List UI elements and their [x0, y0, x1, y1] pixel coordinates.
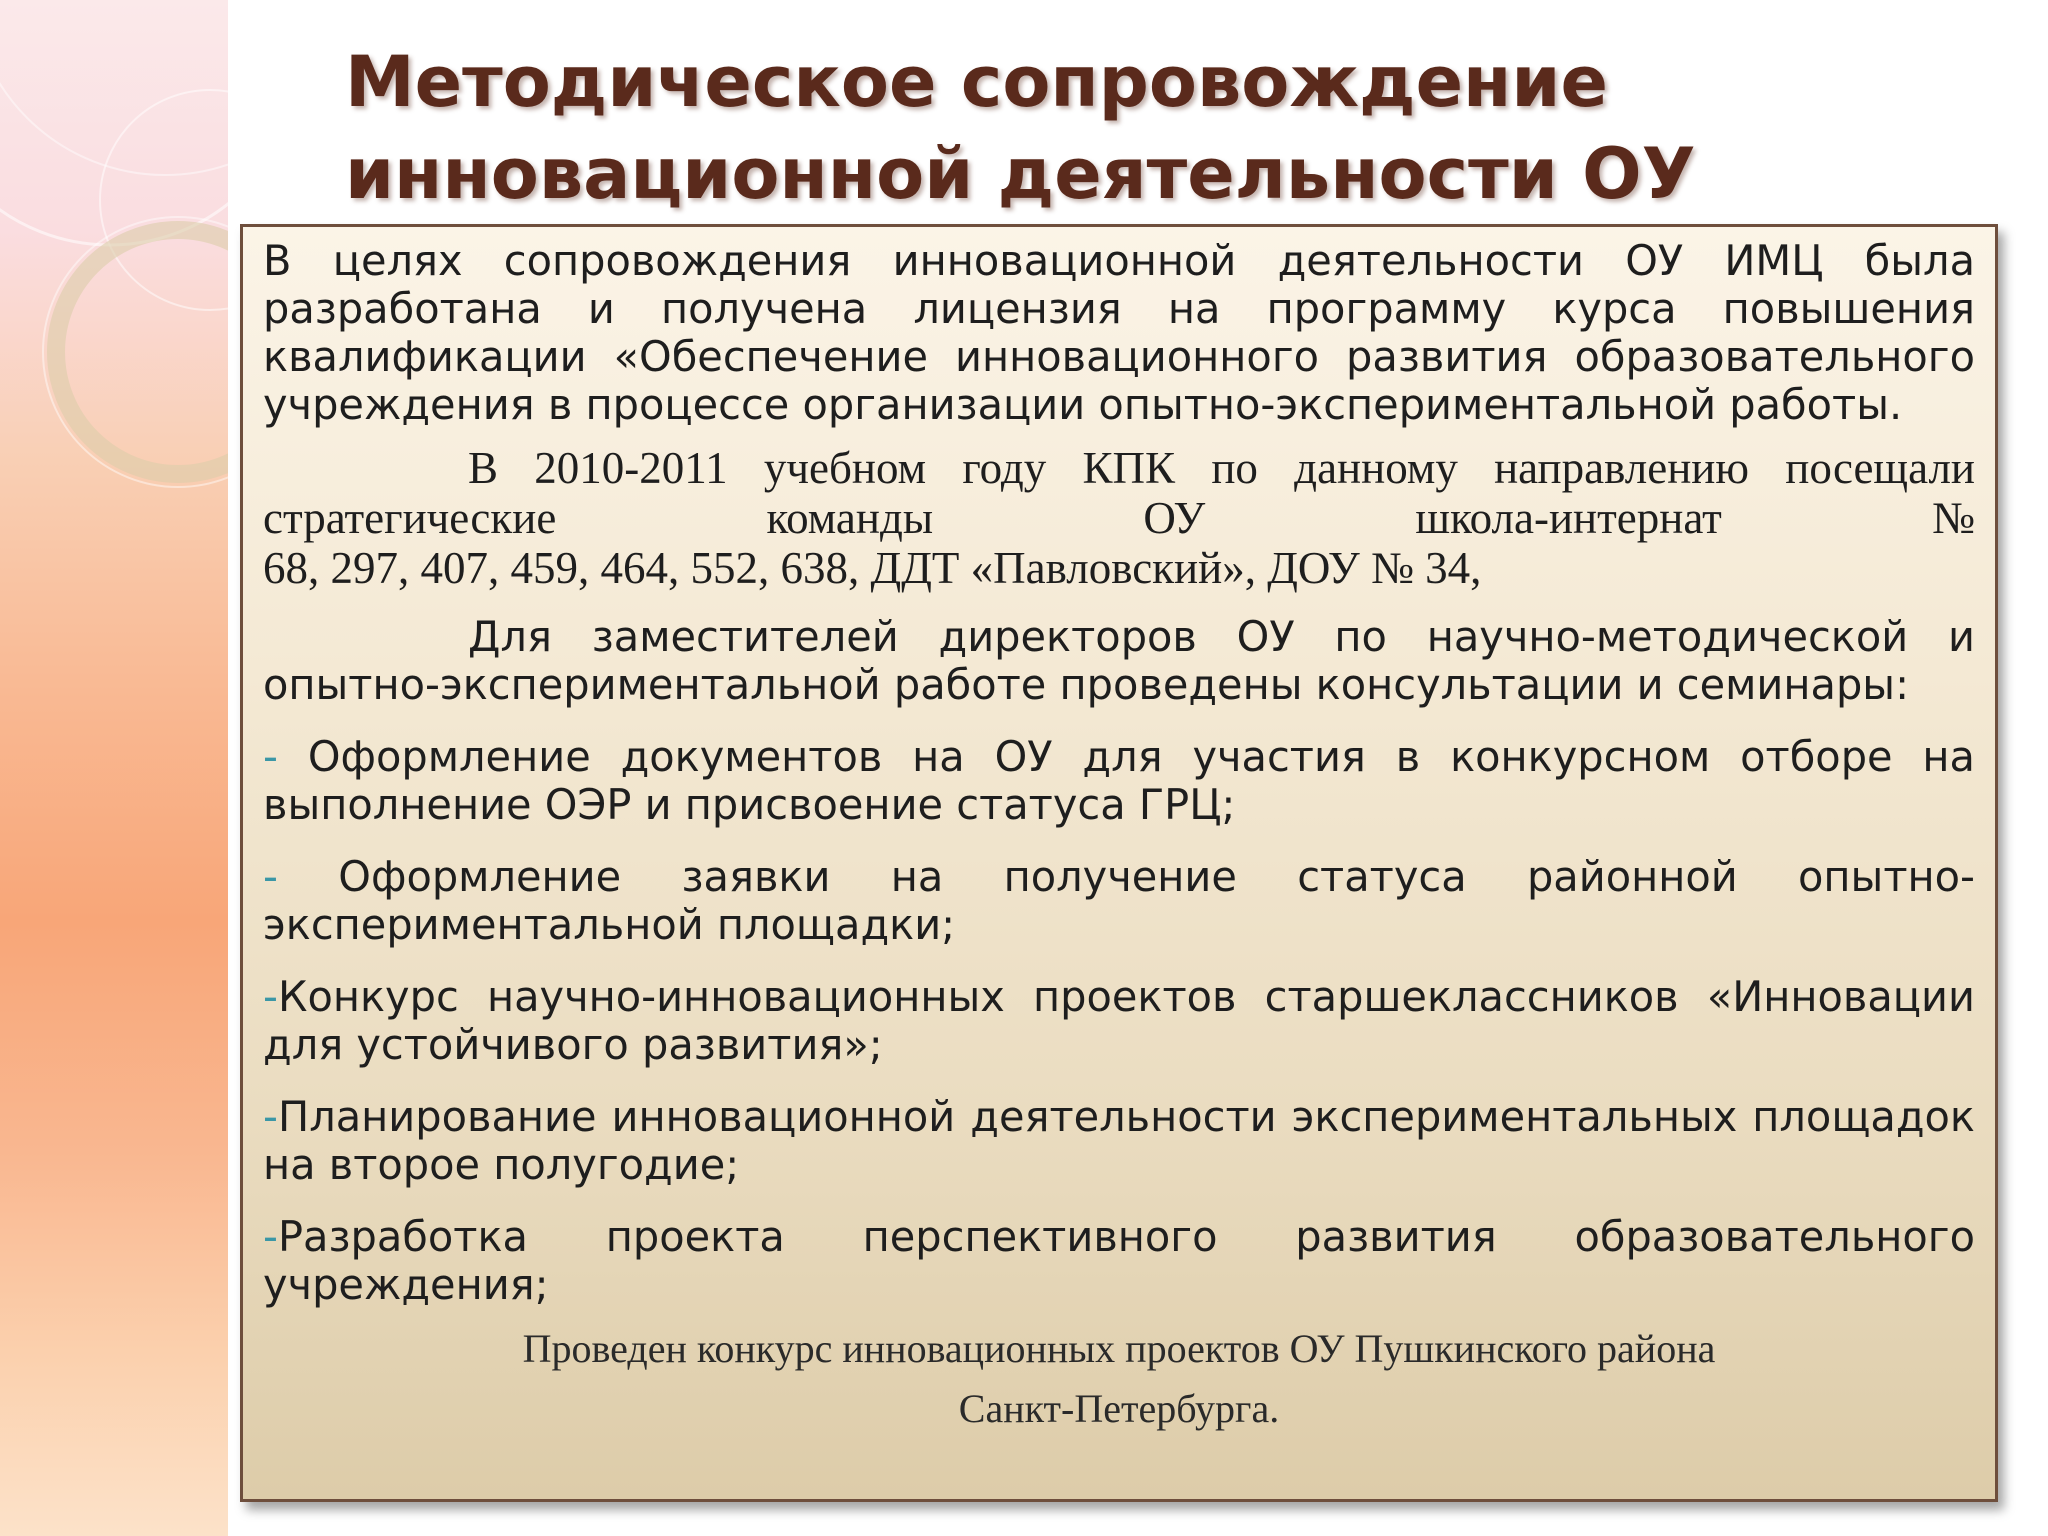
- courses-line-2: стратегические команды ОУ школа-интернат №: [263, 493, 1975, 543]
- closing-line-1: Проведен конкурс инновационных проектов ОУ Пушкинского района: [522, 1326, 1716, 1371]
- courses-line-1: В 2010-2011 учебном году КПК по данному направлению посещали: [468, 443, 1975, 493]
- list-item-text: Оформление заявки на получение статуса районной опытно-экспериментальной площадки;: [263, 852, 1975, 949]
- decorative-rings: [0, 0, 228, 1536]
- list-item: [263, 853, 1975, 949]
- list-item: [263, 1213, 1975, 1309]
- paragraph-license: В целях сопровождения инновационной деятельности ОУ ИМЦ была разработана и получена лицензия на программу курса повышения квалификации «Обеспечение инновационного развития образовательного учреждения в процессе организации опытно-экспериментальной работы.: [263, 236, 1975, 429]
- bullet-marker: -: [263, 972, 278, 1021]
- bullet-marker: -: [263, 1212, 278, 1261]
- decorative-side-band: [0, 0, 228, 1536]
- slide-title-line-2: инновационной деятельности ОУ: [345, 133, 1696, 215]
- bullet-marker: -: [263, 732, 308, 781]
- content-box: [240, 224, 1998, 1502]
- list-item-text: Планирование инновационной деятельности экспериментальных площадок на второе полугодие;: [263, 1092, 1975, 1189]
- list-item-text: Оформление документов на ОУ для участия в конкурсном отборе на выполнение ОЭР и присвоение статуса ГРЦ;: [263, 732, 1975, 829]
- slide-title-line-1: Методическое сопровождение: [345, 41, 1608, 123]
- paragraph-courses: [263, 443, 1975, 593]
- list-item-text: Разработка проекта перспективного развития образовательного учреждения;: [263, 1212, 1975, 1309]
- list-item: [263, 733, 1975, 829]
- list-item: [263, 1093, 1975, 1189]
- slide-title: [345, 36, 2005, 220]
- bullet-marker: -: [263, 1092, 278, 1141]
- list-item-text: Конкурс научно-инновационных проектов старшеклассников «Инновации для устойчивого развития»;: [263, 972, 1975, 1069]
- bullet-marker: -: [263, 852, 339, 901]
- paragraph-seminars: Для заместителей директоров ОУ по научно-методической и опытно-экспериментальной работе проведены консультации и семинары:: [263, 612, 1975, 709]
- list-item: [263, 973, 1975, 1069]
- courses-line-3: 68, 297, 407, 459, 464, 552, 638, ДДТ «Павловский», ДОУ № 34,: [263, 543, 1482, 593]
- closing-line-2: Санкт-Петербурга.: [958, 1386, 1280, 1431]
